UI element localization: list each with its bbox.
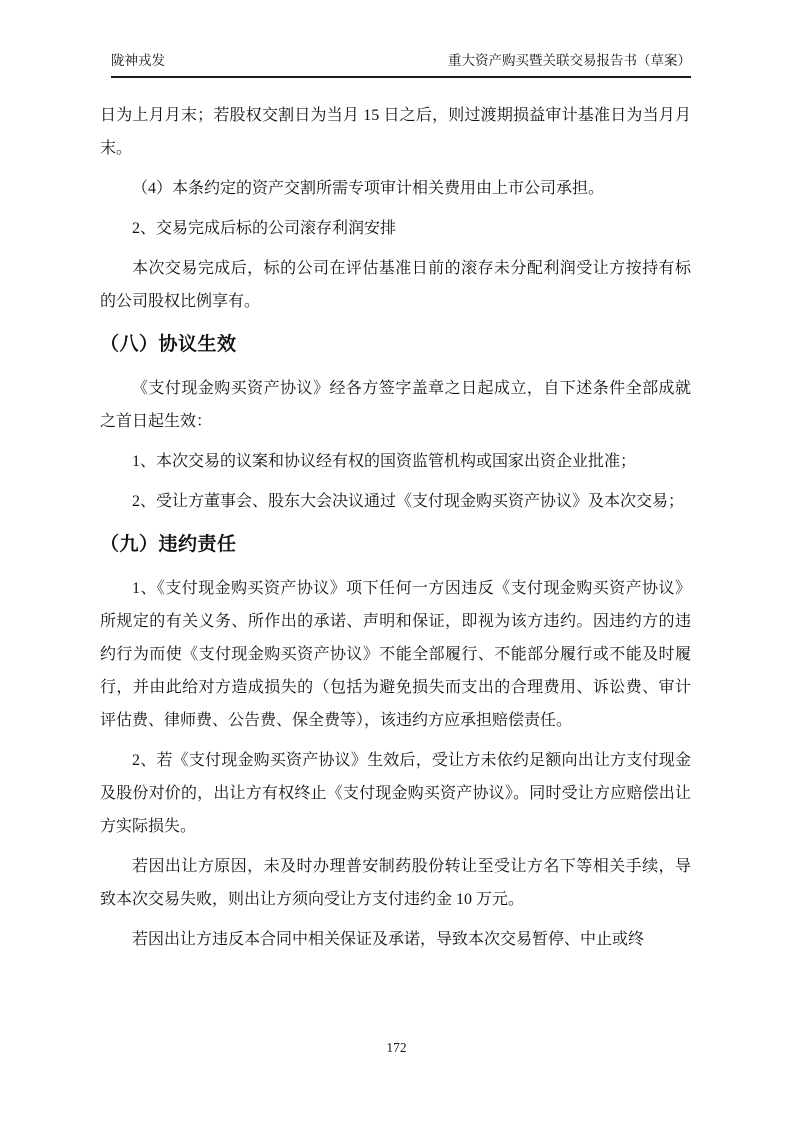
paragraph: 2、受让方董事会、股东大会决议通过《支付现金购买资产协议》及本次交易； bbox=[132, 493, 685, 510]
page-header bbox=[111, 52, 691, 78]
section-heading-breach-liability: （九）违约责任 bbox=[100, 534, 237, 555]
paragraph: 本次交易完成后，标的公司在评估基准日前的滚存未分配利润受让方按持有标的公司股权比例享有。 bbox=[100, 260, 691, 310]
paragraph: 若因出让方原因，未及时办理普安制药股份转让至受让方名下等相关手续，导致本次交易失败，则出让方须向受让方支付违约金 10 万元。 bbox=[100, 858, 691, 908]
page-number: 172 bbox=[386, 1040, 407, 1055]
sub-heading-retained-profit: 2、交易完成后标的公司滚存利润安排 bbox=[132, 220, 397, 237]
paragraph-continuation: 日为上月月末；若股权交割日为当月 15 日之后，则过渡期损益审计基准日为当月月末。 bbox=[100, 107, 691, 157]
header-company-name: 陇神戎发 bbox=[111, 53, 165, 68]
paragraph: 1、本次交易的议案和协议经有权的国资监管机构或国家出资企业批准； bbox=[132, 453, 637, 470]
header-report-title: 重大资产购买暨关联交易报告书（草案） bbox=[448, 53, 691, 68]
paragraph: 《支付现金购买资产协议》经各方签字盖章之日起成立，自下述条件全部成就之首日起生效： bbox=[100, 380, 691, 430]
paragraph: 2、若《支付现金购买资产协议》生效后，受让方未依约足额向出让方支付现金及股份对价的，出让方有权终止《支付现金购买资产协议》。同时受让方应赔偿出让方实际损失。 bbox=[100, 752, 691, 835]
document-body bbox=[100, 77, 691, 963]
paragraph: 1、《支付现金购买资产协议》项下任何一方因违反《支付现金购买资产协议》所规定的有关义务、所作出的承诺、声明和保证，即视为该方违约。因违约方的违约行为而使《支付现金购买资产协议》不能全部履行、不能部分履行或不能及时履行，并由此给对方造成损失的（包括为避免损失而支出的合理费用、诉讼费、审计评估费、律师费、公告费、保全费等），该违约方应承担赔偿责任。 bbox=[100, 580, 691, 729]
paragraph: （4）本条约定的资产交割所需专项审计相关费用由上市公司承担。 bbox=[132, 180, 605, 197]
section-heading-agreement-effectiveness: （八）协议生效 bbox=[100, 334, 237, 355]
paragraph: 若因出让方违反本合同中相关保证及承诺，导致本次交易暂停、中止或终 bbox=[132, 931, 645, 948]
